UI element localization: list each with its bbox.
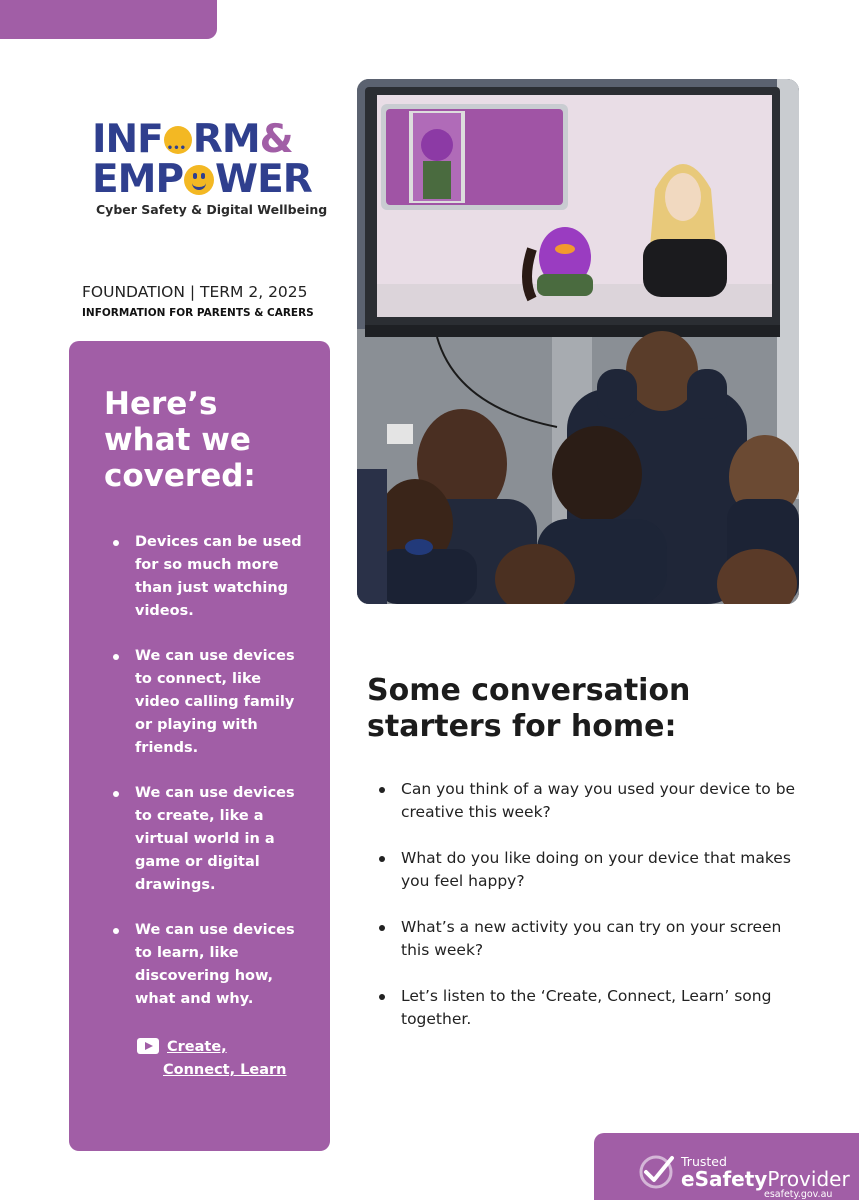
- conversation-item: What’s a new activity you can try on your screen this week?: [378, 916, 798, 962]
- conversation-list: [378, 778, 798, 1054]
- covered-list: [109, 531, 309, 1033]
- conversation-title: Some conversation starters for home:: [367, 673, 691, 744]
- video-play-icon: [137, 1038, 159, 1054]
- badge-provider-word: Provider: [767, 1167, 850, 1191]
- logo-text-emp: EMP: [92, 157, 184, 202]
- logo-text-inf: INF: [92, 117, 163, 162]
- covered-panel: [69, 341, 330, 1151]
- logo-line-1: [92, 117, 312, 162]
- conversation-item: What do you like doing on your device that makes you feel happy?: [378, 847, 798, 893]
- video-link-text[interactable]: [137, 1036, 297, 1082]
- badge-url: esafety.gov.au: [764, 1189, 833, 1200]
- covered-title: Here’s what we covered:: [104, 386, 256, 494]
- badge-provider-label: [681, 1167, 850, 1191]
- covered-item: We can use devices to learn, like discovering how, what and why.: [109, 919, 309, 1011]
- video-link-line-1[interactable]: Create,: [167, 1039, 227, 1055]
- badge-provider-esafety: eSafety: [681, 1167, 768, 1191]
- conversation-item: Let’s listen to the ‘Create, Connect, Learn’ song together.: [378, 985, 798, 1031]
- classroom-illustration: [357, 79, 799, 604]
- covered-item: We can use devices to connect, like video calling family or playing with friends.: [109, 645, 309, 760]
- logo-text-wer: WER: [215, 157, 312, 202]
- inform-empower-logo: [92, 117, 328, 217]
- esafety-provider-badge: [594, 1133, 859, 1200]
- top-decorative-tab: [0, 0, 217, 39]
- video-link-line-2[interactable]: Connect, Learn: [163, 1062, 287, 1078]
- logo-text-rm: RM: [192, 117, 260, 162]
- conversation-item: Can you think of a way you used your device to be creative this week?: [378, 778, 798, 824]
- smiley-face-icon: [184, 165, 214, 195]
- create-connect-learn-link[interactable]: [137, 1036, 307, 1082]
- logo-line-2: [92, 157, 312, 202]
- logo-ampersand: &: [259, 117, 293, 162]
- covered-item: We can use devices to create, like a virtual world in a game or digital drawings.: [109, 782, 309, 897]
- covered-item: Devices can be used for so much more than just watching videos.: [109, 531, 309, 623]
- classroom-photo: [357, 79, 799, 604]
- audience-subheading: INFORMATION FOR PARENTS & CARERS: [82, 307, 314, 319]
- speech-bubble-icon: [164, 126, 192, 154]
- badge-trusted-label: Trusted: [681, 1154, 727, 1169]
- term-heading: FOUNDATION | TERM 2, 2025: [82, 283, 308, 301]
- checkmark-icon: [639, 1153, 675, 1189]
- logo-tagline: Cyber Safety & Digital Wellbeing: [96, 202, 328, 217]
